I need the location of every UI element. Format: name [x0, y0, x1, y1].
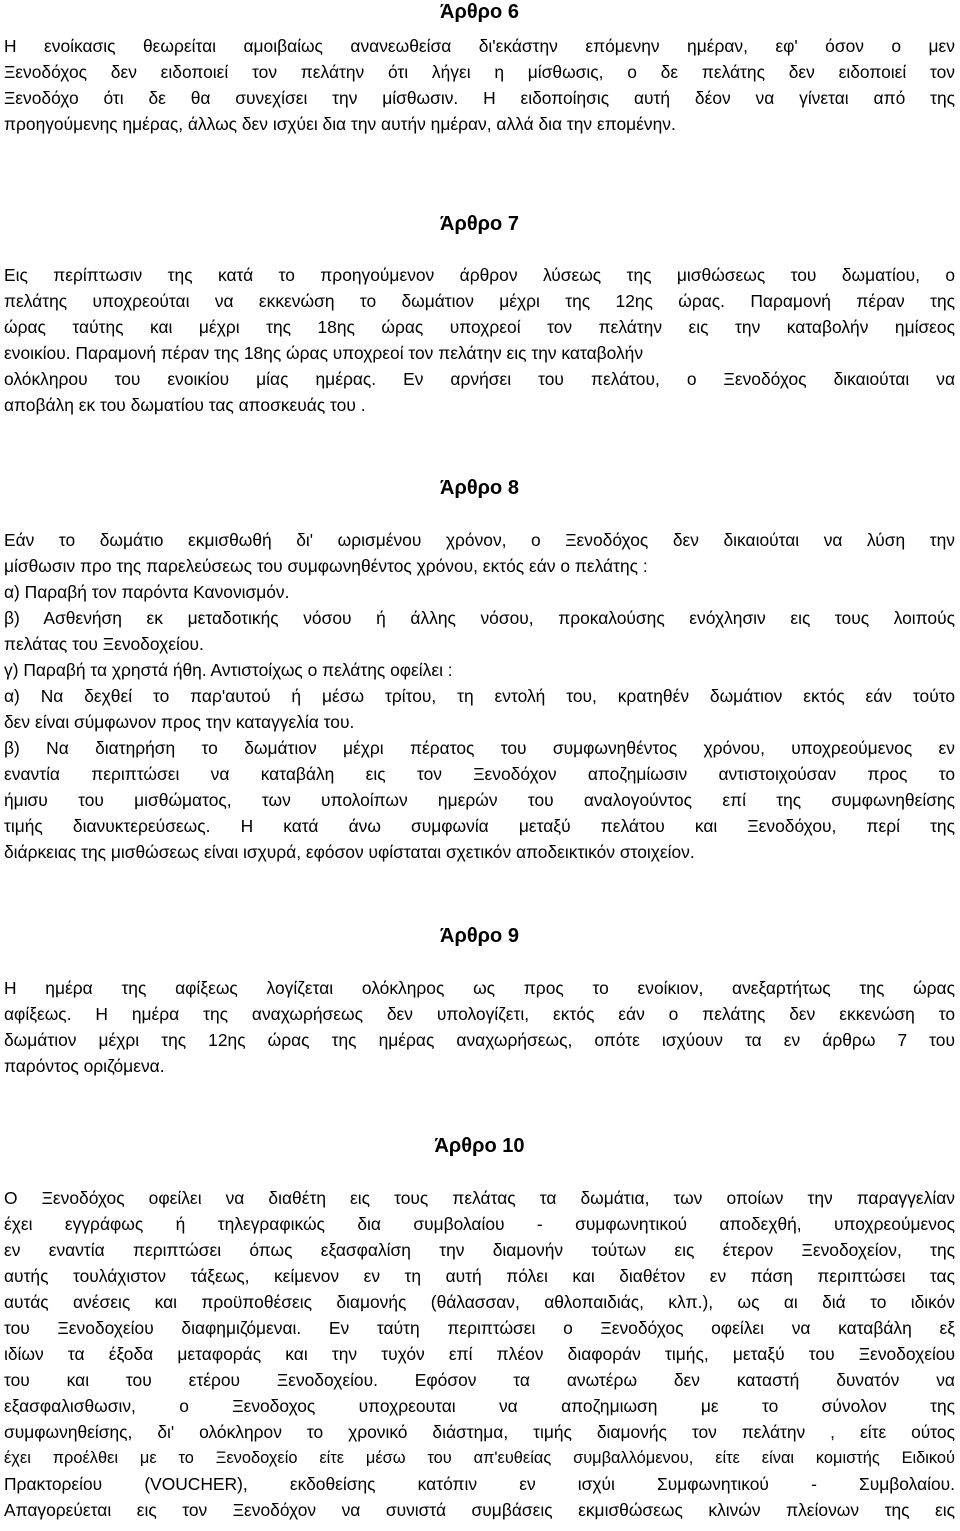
text-line: τιμής διανυκτερεύσεως. Η κατά άνω συμφωνία μεταξύ πελάτου και Ξενοδόχου, περί της [4, 816, 955, 836]
text-line: εξασφαλισθωσιν, ο Ξενοδοχος υποχρεουται να αποζημιωση με το σύνολον της [4, 1396, 955, 1416]
text-line: πελάτης υποχρεούται να εκκενώση το δωμάτιον μέχρι της 12ης ώρας. Παραμονή πέραν της [4, 291, 955, 311]
text-line: πελάτας του Ξενοδοχείου. [4, 634, 204, 654]
text-line: Εάν το δωμάτιο εκμισθωθή δι' ωρισμένου χρόνον, ο Ξενοδόχος δεν δικαιούται να λύση την [4, 530, 955, 550]
article-body [4, 33, 955, 137]
text-line: Ξενοδόχο ότι δε θα συνεχίσει την μίσθωσιν. Η ειδοποίησις αυτή δέον να γίνεται από της [4, 88, 955, 108]
article-body [4, 975, 955, 1079]
text-line: Η ενοίκασις θεωρείται αμοιβαίως ανανεωθείσα δι'εκάστην επόμενην ημέραν, εφ' όσον ο μεν [4, 36, 955, 56]
article-7 [4, 210, 955, 418]
text-line: Πρακτορείου (VOUCHER), εκδοθείσης κατόπιν εν ισχύι Συμφωνητικού - Συμβολαίου. [4, 1474, 955, 1494]
article-8 [4, 474, 955, 865]
text-line: αυτάς ανέσεις και προϋποθέσεις διαμονής (θάλασσαν, αθλοπαιδιάς, κλπ.), ως αι διά το ιδικόν [4, 1292, 955, 1312]
text-line: Απαγορεύεται εις τον Ξενοδόχον να συνιστά συμβάσεις εκμισθώσεως κλινών πλείονων της εις [4, 1500, 955, 1520]
text-line: αφίξεως. Η ημέρα της αναχωρήσεως δεν υπολογίζετι, εκτός εάν ο πελάτης δεν εκκενώση το [4, 1004, 955, 1024]
text-line: εν εναντία περιπτώσει όπως εξασφαλίση την διαμονήν τούτων εις έτερον Ξενοδοχείον, της [4, 1240, 955, 1260]
article-10 [4, 1132, 955, 1523]
text-line: ενοικίου. Παραμονή πέραν της 18ης ώρας υποχρεοί τον πελάτην εις την καταβολήν [4, 343, 644, 363]
text-line: έχει εγγράφως ή τηλεγραφικώς δια συμβολαίου - συμφωνητικού αποδεχθή, υποχρεούμενος [4, 1214, 955, 1234]
text-line: β) Ασθενήση εκ μεταδοτικής νόσου ή άλλης νόσου, προκαλούσης ενόχλησιν εις τους λοιπούς [4, 608, 955, 628]
article-6 [4, 0, 955, 137]
text-line: παρόντος οριζόμενα. [4, 1056, 165, 1076]
text-line: ιδίων τα έξοδα μεταφοράς και την τυχόν επί πλέον διαφοράν τιμής, μεταξύ του Ξενοδοχείου [4, 1344, 955, 1364]
text-line: ήμισυ του μισθώματος, των υπολοίπων ημερών του αναλογούντος επί της συμφωνηθείσης [4, 790, 955, 810]
text-line: ολόκληρου του ενοικίου μίας ημέρας. Εν αρνήσει του πελάτου, ο Ξενοδόχος δικαιούται να [4, 369, 955, 389]
text-line: γ) Παραβή τα χρηστά ήθη. Αντιστοίχως ο πελάτης οφείλει : [4, 660, 453, 680]
text-line: συμφωνηθείσης, δι' ολόκληρον το χρονικό διάστημα, τιμής διαμονής τον πελάτην , είτε ούτος [4, 1422, 955, 1442]
text-line: έχει προέλθει με το Ξενοδοχείο είτε μέσω του απ'ευθείας συμβαλλόμενου, είτε είναι κομιστής Ειδικού [4, 1449, 955, 1467]
text-line: μίσθωσιν προ της παρελεύσεως του συμφωνηθέντος χρόνου, εκτός εάν ο πελάτης : [4, 556, 648, 576]
article-body [4, 1185, 955, 1523]
text-line: αποβάλη εκ του δωματίου τας αποσκευάς του . [4, 395, 366, 415]
text-line: εναντία περιπτώσει να καταβάλη εις τον Ξενοδόχον αποζημίωσιν αντιστοιχούσαν προς το [4, 764, 955, 784]
text-line: β) Να διατηρήση το δωμάτιον μέχρι πέρατος του συμφωνηθέντος χρόνου, υποχρεούμενος εν [4, 738, 955, 758]
text-line: α) Παραβή τον παρόντα Κανονισμόν. [4, 582, 290, 602]
text-line: Ξενοδόχος δεν ειδοποιεί τον πελάτην ότι λήγει η μίσθωσις, ο δε πελάτης δεν ειδοποιεί τον [4, 62, 955, 82]
text-line: του Ξενοδοχείου διαφημιζόμεναι. Εν ταύτη περιπτώσει ο Ξενοδόχος οφείλει να καταβάλη εξ [4, 1318, 955, 1338]
text-line: Ο Ξενοδόχος οφείλει να διαθέτη εις τους πελάτας τα δωμάτια, των οποίων την παραγγελίαν [4, 1188, 955, 1208]
article-heading: Άρθρο 7 [440, 213, 519, 235]
article-9 [4, 922, 955, 1079]
text-line: διάρκειας της μισθώσεως είναι ισχυρά, εφόσον υφίσταται σχετικόν αποδεικτικόν στοιχείον. [4, 842, 695, 862]
text-line: α) Να δεχθεί το παρ'αυτού ή μέσω τρίτου, τη εντολή του, κρατηθέν δωμάτιον εκτός εάν τούτο [4, 686, 955, 706]
text-line: αυτής τουλάχιστον τάξεως, κείμενον εν τη αυτή πόλει και διαθέτον εν πάση περιπτώσει τας [4, 1266, 955, 1286]
text-line: προηγούμενης ημέρας, άλλως δεν ισχύει δια την αυτήν ημέραν, αλλά δια την επομένην. [4, 114, 676, 134]
text-line: Εις περίπτωσιν της κατά το προηγούμενον άρθρον λύσεως της μισθώσεως του δωματίου, ο [4, 265, 955, 285]
article-body [4, 527, 955, 865]
article-heading: Άρθρο 8 [440, 477, 519, 499]
article-heading: Άρθρο 6 [440, 1, 519, 23]
article-heading: Άρθρο 9 [440, 925, 519, 947]
text-line: ώρας ταύτης και μέχρι της 18ης ώρας υποχρεοί τον πελάτην εις την καταβολήν ημίσεος [4, 317, 955, 337]
article-body [4, 262, 955, 418]
text-line: δωμάτιον μέχρι της 12ης ώρας της ημέρας αναχωρήσεως, οπότε ισχύουν τα εν άρθρω 7 του [4, 1030, 955, 1050]
article-heading: Άρθρο 10 [434, 1135, 525, 1157]
text-line: Η ημέρα της αφίξεως λογίζεται ολόκληρος ως προς το ενοίκιον, ανεξαρτήτως της ώρας [4, 978, 955, 998]
text-line: δεν είναι σύμφωνον προς την καταγγελία του. [4, 712, 355, 732]
text-line: του και του ετέρου Ξενοδοχείου. Εφόσον τα ανωτέρω δεν καταστή δυνατόν να [4, 1370, 955, 1390]
